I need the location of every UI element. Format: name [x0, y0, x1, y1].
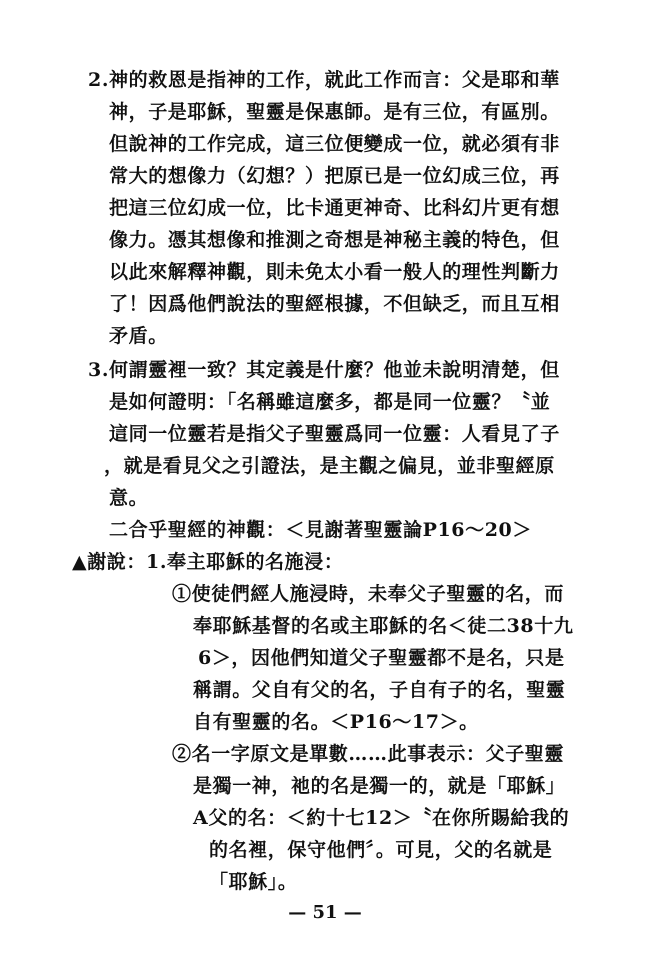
text-line: 了！因爲他們說法的聖經根據，不但缺乏，而且互相	[109, 293, 560, 315]
text-line: 3.何謂靈裡一致？其定義是什麼？他並未說明清楚，但	[88, 359, 560, 381]
text-line: ①使徒們經人施浸時，未奉父子聖靈的名，而	[172, 583, 565, 605]
section-heading: 二合乎聖經的神觀：＜見謝著聖靈論P16～20＞	[109, 519, 532, 541]
text-line: 2.神的救恩是指神的工作，就此工作而言：父是耶和華	[88, 69, 560, 91]
text-line: 是如何證明：「名稱雖這麼多，都是同一位靈？〝並	[109, 391, 551, 413]
text-line: A父的名：＜約十七12＞〝在你所賜給我的	[193, 807, 570, 829]
text-line: 像力。憑其想像和推測之奇想是神秘主義的特色，但	[109, 229, 560, 251]
text-line: 自有聖靈的名。＜P16～17＞。	[193, 711, 479, 733]
text-line: 以此來解釋神觀，則未免太小看一般人的理性判斷力	[109, 261, 560, 283]
text-line: 6＞，因他們知道父子聖靈都不是名，只是	[198, 647, 565, 669]
text-line: 神，子是耶穌，聖靈是保惠師。是有三位，有區別。	[109, 101, 560, 123]
text-line: 「耶穌」。	[209, 871, 298, 893]
text-line: 是獨一神，祂的名是獨一的，就是「耶穌」	[193, 775, 566, 797]
text-line: 稱謂。父自有父的名，子自有子的名，聖靈	[193, 679, 566, 701]
text-line: 這同一位靈若是指父子聖靈爲同一位靈：人看見了子	[109, 423, 560, 445]
text-line: 把這三位幻成一位，比卡通更神奇、比科幻片更有想	[109, 197, 560, 219]
text-line: ②名一字原文是單數……此事表示：父子聖靈	[172, 743, 565, 765]
text-line: 意。	[109, 487, 149, 509]
text-line: 常大的想像力（幻想？）把原已是一位幻成三位，再	[109, 165, 560, 187]
text-line: ，就是看見父之引證法，是主觀之偏見，並非聖經原	[104, 455, 555, 477]
text-line: 奉耶穌基督的名或主耶穌的名＜徒二38十九	[193, 615, 574, 637]
page-number: — 51 —	[288, 902, 362, 923]
text-line: 矛盾。	[109, 325, 168, 347]
text-line: ▲謝說：1.奉主耶穌的名施浸：	[72, 551, 344, 573]
text-line: 但說神的工作完成，這三位便變成一位，就必須有非	[109, 133, 560, 155]
text-line: 的名裡，保守他們〞。可見，父的名就是	[209, 839, 553, 861]
